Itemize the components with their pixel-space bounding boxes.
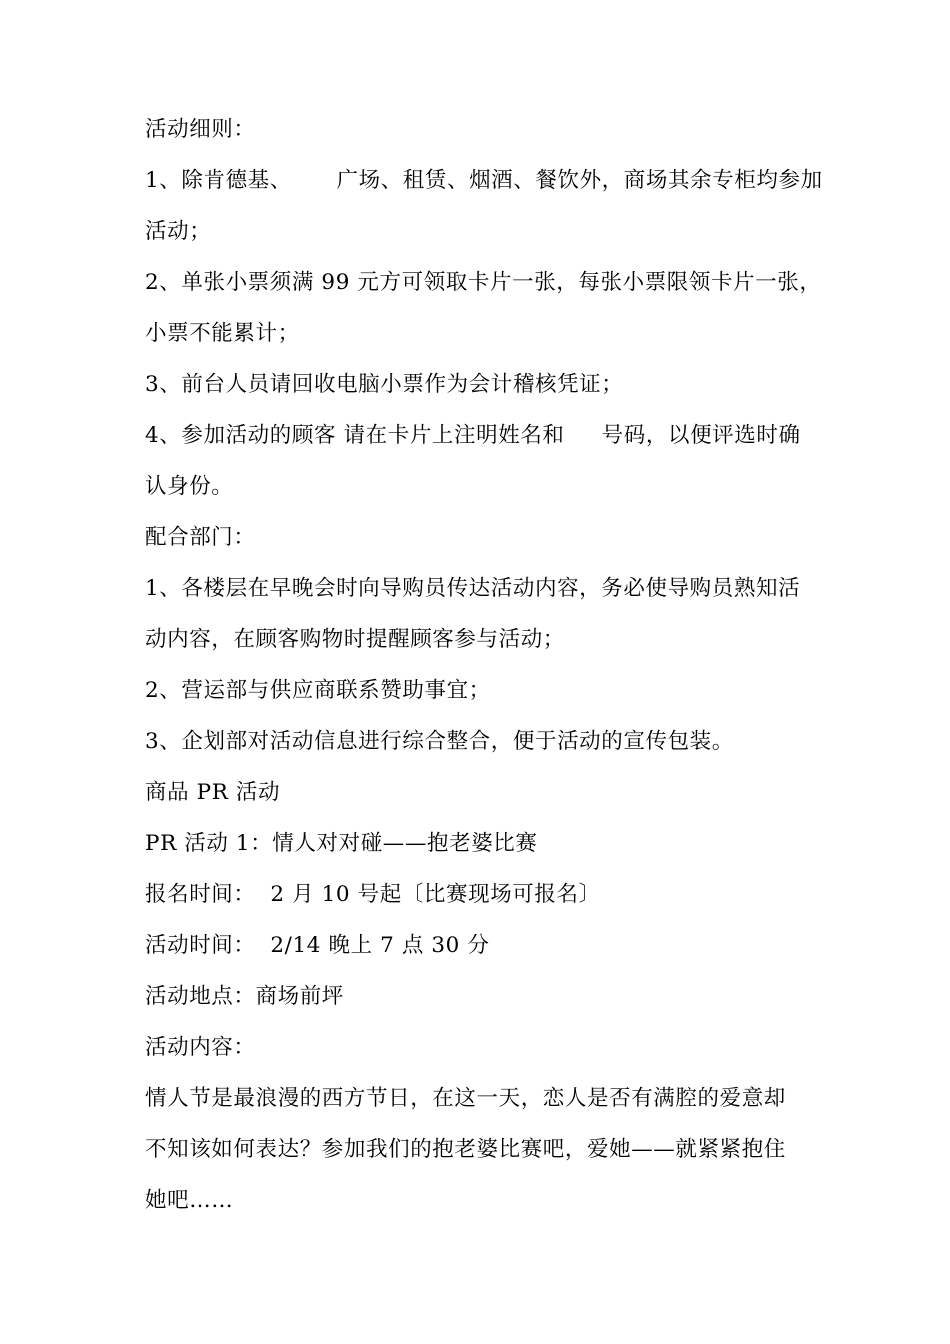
event-content-heading: 活动内容： [145,1035,256,1060]
dept-item-2: 2、营运部与供应商联系赞助事宜； [145,678,491,703]
event-time: 活动时间： 2/14 晚上 7 点 30 分 [145,933,490,958]
event-content-line-3: 她吧…… [145,1188,234,1213]
dept-item-3: 3、企划部对活动信息进行综合整合，便于活动的宣传包装。 [145,729,734,754]
event-content-line-1: 情人节是最浪漫的西方节日，在这一天，恋人是否有满腔的爱意却 [145,1086,786,1111]
event-location: 活动地点：商场前坪 [145,984,344,1009]
rule-item-3: 3、前台人员请回收电脑小票作为会计稽核凭证； [145,372,624,397]
signup-time: 报名时间： 2 月 10 号起〔比赛现场可报名〕 [145,882,601,907]
event-content-line-2: 不知该如何表达？参加我们的抱老婆比赛吧，爱她——就紧紧抱住 [145,1137,786,1162]
dept-item-1: 1、各楼层在早晚会时向导购员传达活动内容，务必使导购员熟知活 [145,576,801,601]
section-heading-pr: 商品 PR 活动 [145,780,281,805]
dept-item-1-cont: 动内容，在顾客购物时提醒顾客参与活动； [145,627,565,652]
section-heading-departments: 配合部门： [145,525,256,550]
rule-item-4-cont: 认身份。 [145,474,234,499]
pr-activity-title: PR 活动 1：情人对对碰——抱老婆比赛 [145,831,538,856]
rule-item-1: 1、除肯德基、 广场、租赁、烟酒、餐饮外，商场其余专柜均参加 [145,168,823,193]
rule-item-2-cont: 小票不能累计； [145,321,300,346]
rule-item-4: 4、参加活动的顾客 请在卡片上注明姓名和 号码，以便评选时确 [145,423,801,448]
rule-item-2: 2、单张小票须满 99 元方可领取卡片一张，每张小票限领卡片一张， [145,270,822,295]
section-heading-rules: 活动细则： [145,117,256,142]
rule-item-1-cont: 活动； [145,219,212,244]
